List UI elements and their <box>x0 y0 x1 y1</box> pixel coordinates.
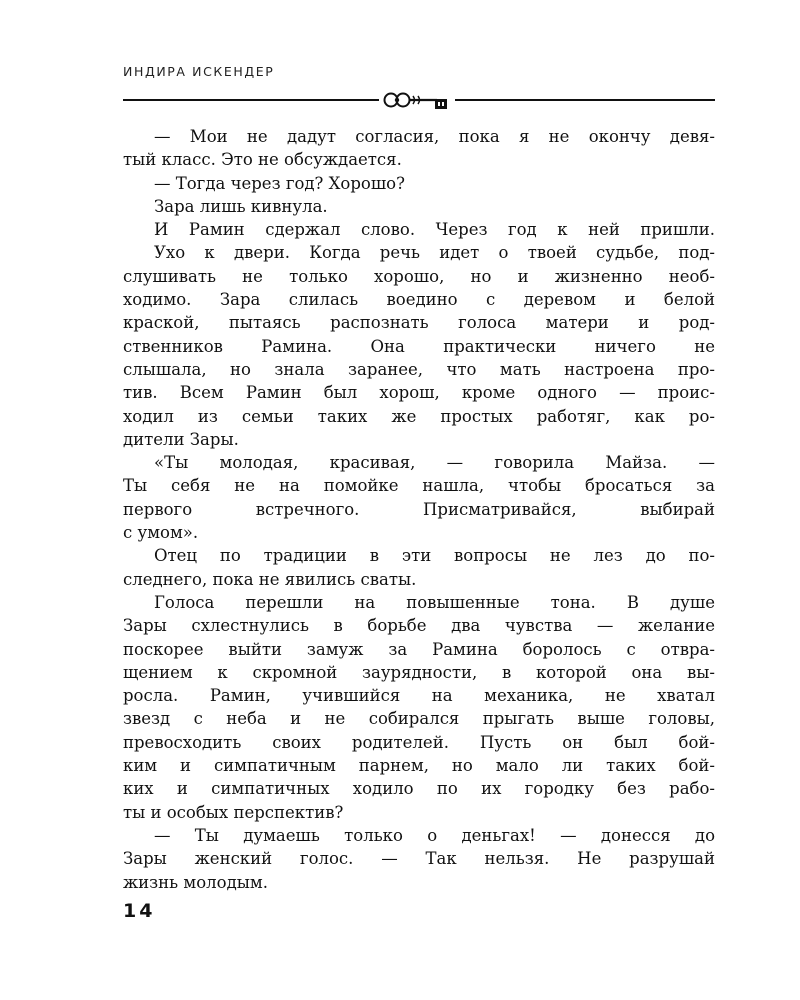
page-number: 14 <box>123 900 156 922</box>
text-line: поскорее выйти замуж за Рамина боролось с отвра- <box>123 639 715 659</box>
text-line: И Рамин сдержал слово. Через год к ней пришли. <box>154 220 715 240</box>
text-line: дители Зары. <box>123 429 239 449</box>
text-line: ходимо. Зара слилась воедино с деревом и белой <box>123 290 715 310</box>
text-line: Зара лишь кивнула. <box>154 196 328 216</box>
text-line: звезд с неба и не собирался прыгать выше головы, <box>123 709 715 729</box>
text-line: Голоса перешли на повышенные тона. В душе <box>154 592 715 612</box>
text-line: росла. Рамин, учившийся на механика, не хватал <box>123 686 715 706</box>
text-line: щением к скромной заурядности, в которой она вы- <box>123 662 715 682</box>
text-line: краской, пытаясь распознать голоса матери и род- <box>123 313 715 333</box>
text-line: ственников Рамина. Она практически ничего не <box>123 336 715 356</box>
text-line: Зары схлестнулись в борьбе два чувства — желание <box>123 616 715 636</box>
text-line: — Ты думаешь только о деньгах! — донесся до <box>154 825 715 845</box>
text-line: ких и симпатичных ходило по их городку без рабо- <box>123 779 715 799</box>
running-header-author: ИНДИРА ИСКЕНДЕР <box>123 64 275 79</box>
text-line: жизнь молодым. <box>123 872 268 892</box>
text-line: слышала, но знала заранее, что мать настроена про- <box>123 359 715 379</box>
text-line: ты и особых перспектив? <box>123 802 344 822</box>
text-line: следнего, пока не явились сваты. <box>123 569 417 589</box>
text-line: первого встречного. Присматривайся, выбирай <box>123 499 715 519</box>
text-line: Ухо к двери. Когда речь идет о твоей судьбе, под- <box>154 243 715 263</box>
text-line: — Мои не дадут согласия, пока я не окончу девя- <box>154 127 715 146</box>
text-line: «Ты молодая, красивая, — говорила Майза. — <box>154 453 715 473</box>
text-line: Ты себя не на помойке нашла, чтобы бросаться за <box>123 476 715 496</box>
text-line: — Тогда через год? Хорошо? <box>154 173 405 193</box>
text-line: Отец по традиции в эти вопросы не лез до по- <box>154 546 715 566</box>
text-line: слушивать не только хорошо, но и жизненно необ- <box>123 266 715 286</box>
text-line: Зары женский голос. — Так нельзя. Не разрушай <box>123 849 715 869</box>
text-line: ким и симпатичным парнем, но мало ли таких бой- <box>123 756 715 776</box>
text-line: тый класс. Это не обсуждается. <box>123 150 402 170</box>
text-line: с умом». <box>123 523 199 543</box>
text-line: ходил из семьи таких же простых работяг, как ро- <box>123 406 715 426</box>
body-text <box>123 125 715 894</box>
text-line: превосходить своих родителей. Пусть он был бой- <box>123 732 715 752</box>
text-line: тив. Всем Рамин был хорош, кроме одного — проис- <box>123 383 715 403</box>
key-ornament-icon <box>379 88 455 112</box>
